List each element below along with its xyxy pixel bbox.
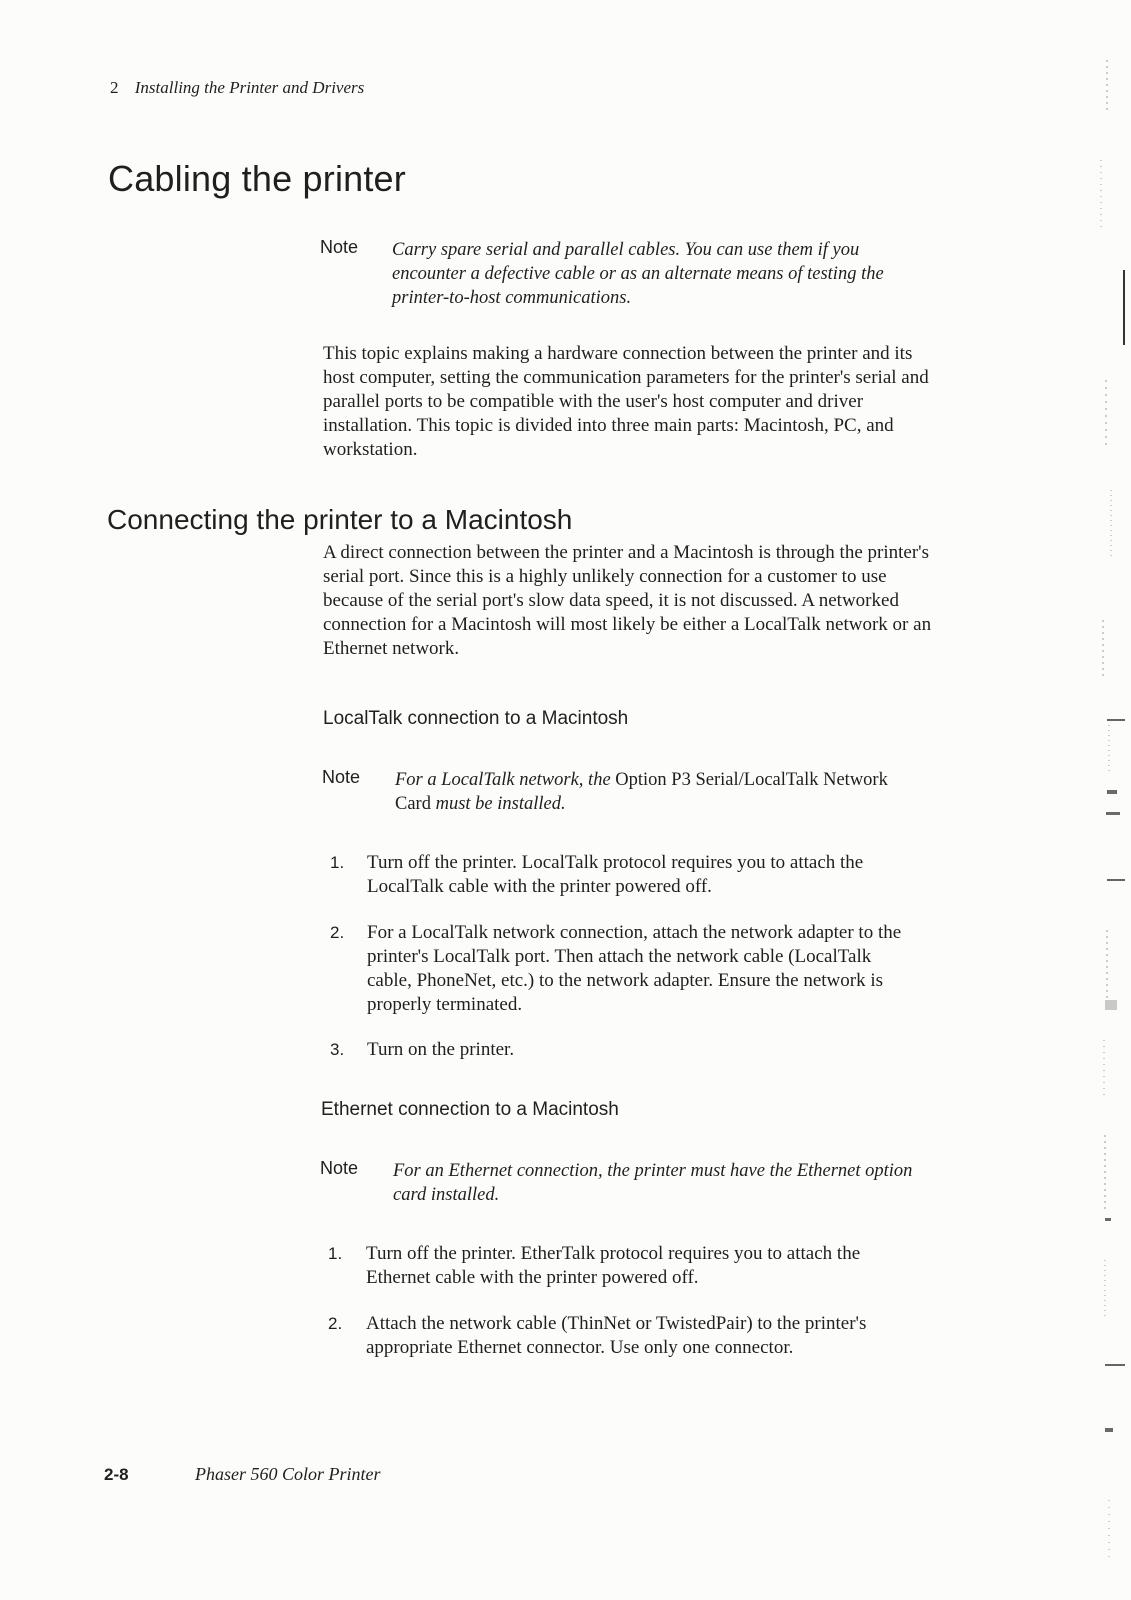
step-line: Turn on the printer. xyxy=(367,1039,515,1060)
note-label: Note xyxy=(320,237,359,257)
step-number: 2. xyxy=(328,1314,343,1333)
intro-paragraph xyxy=(323,342,1033,462)
note-text xyxy=(395,768,1035,816)
step-line: properly terminated. xyxy=(367,994,523,1015)
step-line: Attach the network cable (ThinNet or TwistedPair) to the printer's xyxy=(366,1313,867,1334)
step-number: 1. xyxy=(330,853,345,872)
footer-page-number: 2-8 xyxy=(104,1465,129,1484)
note-line: For an Ethernet connection, the printer must have the Ethernet option xyxy=(393,1161,913,1181)
step-text xyxy=(367,921,1007,1017)
note-line xyxy=(395,768,1035,792)
step-line: cable, PhoneNet, etc.) to the network adapter. Ensure the network is xyxy=(367,970,883,991)
note-italic-text: For a LocalTalk network, the xyxy=(395,770,616,790)
section-heading-cabling: Cabling the printer xyxy=(108,158,406,199)
step-line: Turn off the printer. EtherTalk protocol requires you to attach the xyxy=(366,1243,861,1264)
note-label: Note xyxy=(320,1158,359,1178)
step-line: appropriate Ethernet connector. Use only one connector. xyxy=(366,1337,794,1358)
step-number: 3. xyxy=(330,1040,345,1059)
note-line: Carry spare serial and parallel cables. You can use them if you xyxy=(392,240,860,260)
step-line: Turn off the printer. LocalTalk protocol requires you to attach the xyxy=(367,852,864,873)
note-italic-text: must be installed. xyxy=(435,794,566,814)
running-head-chapter: 2 xyxy=(110,78,119,97)
paragraph-line: Ethernet network. xyxy=(323,638,460,659)
step-number: 1. xyxy=(328,1244,343,1263)
note-text xyxy=(392,238,1032,310)
step-text xyxy=(366,1242,1006,1290)
paragraph-line: parallel ports to be compatible with the user's host computer and driver xyxy=(323,391,864,412)
paragraph-line: This topic explains making a hardware connection between the printer and its xyxy=(323,343,913,364)
step-number: 2. xyxy=(330,923,345,942)
subheading-localtalk: LocalTalk connection to a Macintosh xyxy=(323,708,629,729)
note-line: encounter a defective cable or as an alternate means of testing the xyxy=(392,264,884,284)
note-option-name: Card xyxy=(395,794,436,814)
paragraph-line: connection for a Macintosh will most likely be either a LocalTalk network or an xyxy=(323,614,932,635)
paragraph-line: because of the serial port's slow data speed, it is not discussed. A networked xyxy=(323,590,899,611)
paragraph-line: host computer, setting the communication parameters for the printer's serial and xyxy=(323,367,929,388)
step-line: Ethernet cable with the printer powered off. xyxy=(366,1267,699,1288)
paragraph-line: serial port. Since this is a highly unlikely connection for a customer to use xyxy=(323,566,887,587)
note-text xyxy=(393,1159,1033,1207)
footer-title: Phaser 560 Color Printer xyxy=(195,1464,381,1484)
note-label: Note xyxy=(322,767,361,787)
step-text xyxy=(367,1038,1007,1062)
note-line xyxy=(395,792,1035,816)
note-line: printer-to-host communications. xyxy=(392,288,632,308)
step-line: For a LocalTalk network connection, attach the network adapter to the xyxy=(367,922,902,943)
paragraph-line: A direct connection between the printer and a Macintosh is through the printer's xyxy=(323,542,929,563)
step-line: LocalTalk cable with the printer powered off. xyxy=(367,876,712,897)
macintosh-paragraph xyxy=(323,541,1033,661)
running-head-title: Installing the Printer and Drivers xyxy=(134,78,365,97)
step-text xyxy=(367,851,1007,899)
paragraph-line: workstation. xyxy=(323,439,418,460)
scan-margin-marks xyxy=(1021,0,1131,1600)
section-heading-macintosh: Connecting the printer to a Macintosh xyxy=(107,504,573,535)
step-line: printer's LocalTalk port. Then attach the network cable (LocalTalk xyxy=(367,946,872,967)
note-option-name: Option P3 Serial/LocalTalk Network xyxy=(615,770,888,790)
paragraph-line: installation. This topic is divided into three main parts: Macintosh, PC, and xyxy=(323,415,894,436)
step-text xyxy=(366,1312,1006,1360)
note-line: card installed. xyxy=(393,1185,500,1205)
subheading-ethernet: Ethernet connection to a Macintosh xyxy=(321,1099,619,1120)
running-head xyxy=(110,78,364,98)
